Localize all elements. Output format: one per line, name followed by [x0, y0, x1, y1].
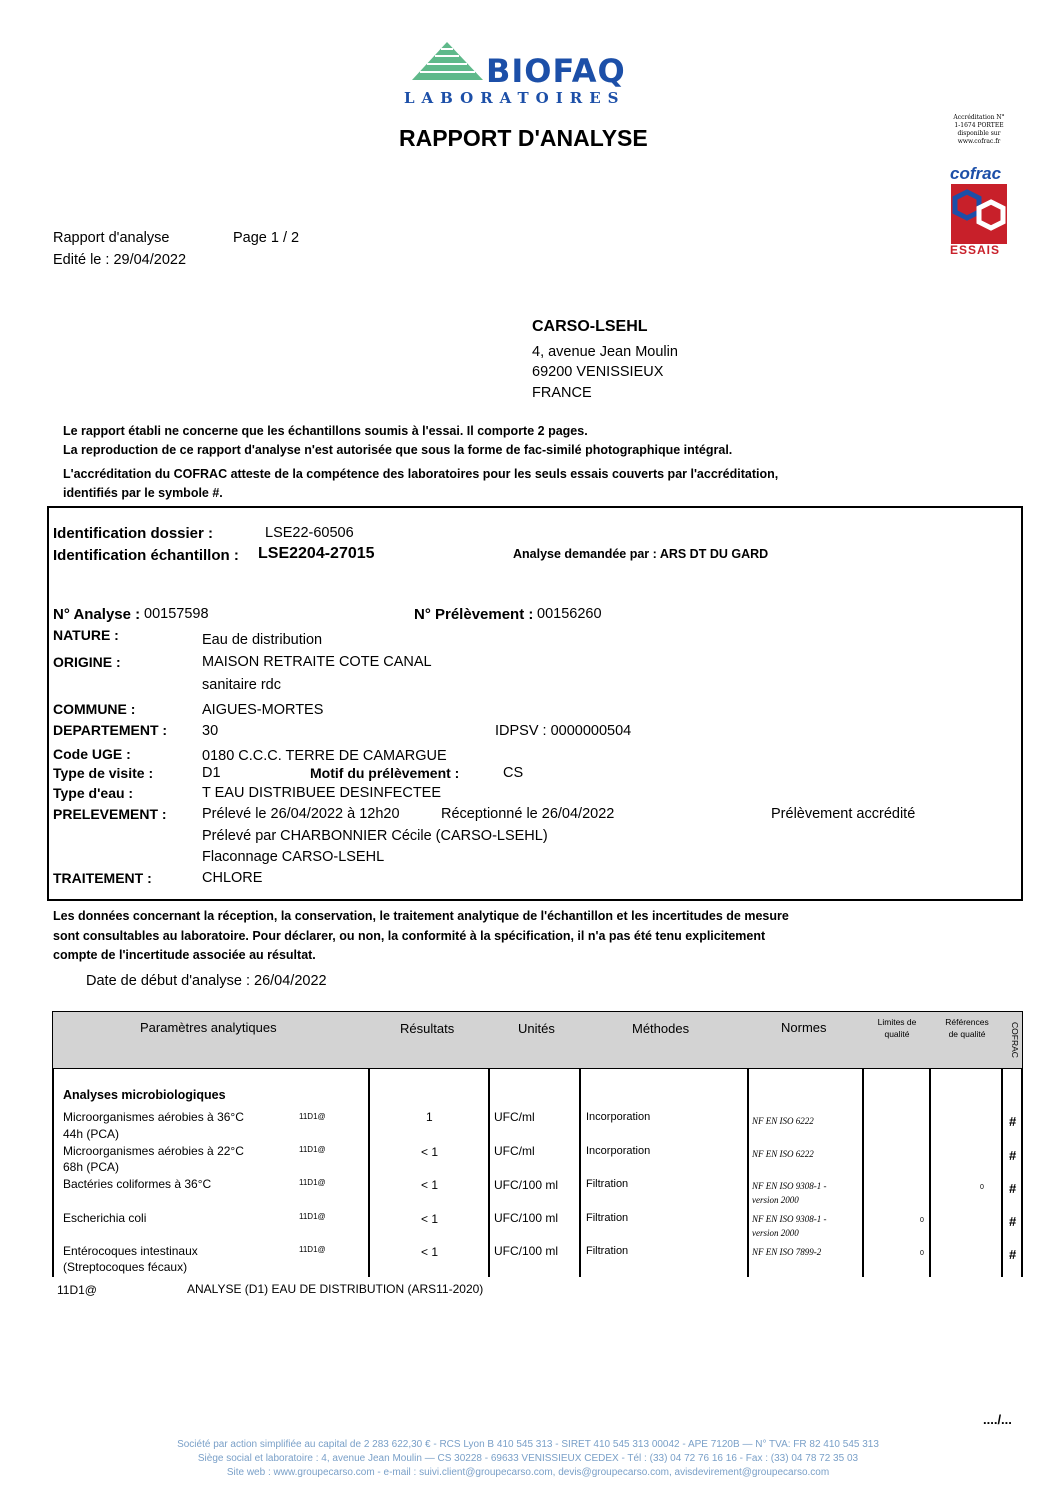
essais-label: ESSAIS	[950, 243, 1001, 257]
method: Filtration	[586, 1245, 629, 1257]
column-divider	[579, 1069, 581, 1277]
column-divider	[929, 1069, 931, 1277]
param-code: 11D1@	[299, 1112, 326, 1121]
norm-version: version 2000	[752, 1195, 799, 1205]
visite-label: Type de visite :	[53, 765, 154, 781]
commune-value: AIGUES-MORTES	[202, 702, 324, 718]
result-value: < 1	[421, 1212, 439, 1226]
footnote-text: ANALYSE (D1) EAU DE DISTRIBUTION (ARS11-2020)	[187, 1282, 484, 1296]
unit: UFC/ml	[494, 1144, 535, 1158]
header-result: Résultats	[400, 1021, 455, 1036]
method: Filtration	[586, 1212, 629, 1224]
analyse-number-value: 00157598	[144, 606, 209, 622]
unit: UFC/ml	[494, 1110, 535, 1124]
echantillon-value: LSE2204-27015	[258, 545, 375, 562]
header-unit: Unités	[518, 1021, 555, 1036]
unit: UFC/100 ml	[494, 1244, 559, 1258]
header-refs: Références de qualité	[945, 1017, 989, 1039]
param-detail: 68h (PCA)	[63, 1160, 120, 1174]
notice-line: La reproduction de ce rapport d'analyse n'est autorisée que sous la forme de fac-similé photographique intégral.	[63, 443, 733, 457]
result-value: 1	[426, 1110, 433, 1124]
reception-date: Réceptionné le 26/04/2022	[441, 806, 615, 822]
param-code: 11D1@	[299, 1245, 326, 1254]
footer-line: Site web : www.groupecarso.com - e-mail : suivi.client@groupecarso.com, devis@groupecarso.com, avisdevirement@groupecarso.com	[226, 1467, 830, 1478]
cofrac-logo-icon	[951, 184, 1007, 244]
analyse-number-label: N° Analyse :	[53, 606, 141, 623]
prelevement-number-value: 00156260	[537, 606, 602, 622]
header-limits: Limites de qualité	[877, 1017, 917, 1039]
param-name: Microorganismes aérobies à 36°C	[63, 1110, 244, 1124]
recipient-address-line1: 4, avenue Jean Moulin	[532, 344, 678, 360]
quality-reference: 0	[980, 1184, 984, 1191]
flaconnage: Flaconnage CARSO-LSEHL	[202, 849, 385, 865]
uge-value: 0180 C.C.C. TERRE DE CAMARGUE	[202, 748, 447, 764]
cofrac-mark: #	[1009, 1247, 1017, 1262]
method: Incorporation	[586, 1111, 651, 1123]
dossier-value: LSE22-60506	[265, 525, 354, 541]
departement-label: DEPARTEMENT :	[53, 722, 168, 738]
param-name: Bactéries coliformes à 36°C	[63, 1177, 212, 1191]
pyramid-logo-icon	[410, 40, 485, 84]
report-label: Rapport d'analyse	[53, 230, 170, 246]
header-method: Méthodes	[632, 1021, 690, 1036]
method: Filtration	[586, 1178, 629, 1190]
requested-by: Analyse demandée par : ARS DT DU GARD	[513, 547, 769, 561]
column-divider	[747, 1069, 749, 1277]
norm: NF EN ISO 6222	[752, 1116, 814, 1126]
footer-line: Siège social et laboratoire : 4, avenue Jean Moulin — CS 30228 - 69633 VENISSIEUX CEDEX - Tél : (33) 04 72 76 16 16 - Fax : (33) 04 78 72 35 03	[197, 1453, 859, 1464]
norm: NF EN ISO 7899-2	[752, 1247, 822, 1257]
analysis-start-date: Date de début d'analyse : 26/04/2022	[86, 973, 327, 989]
footer-line: Société par action simplifiée au capital de 2 283 622,30 € - RCS Lyon B 410 545 313 - SIRET 410 545 313 00042 - APE 7120B — N° TVA: FR 82 410 545 313	[177, 1439, 879, 1450]
header-param: Paramètres analytiques	[140, 1020, 277, 1035]
traitement-value: CHLORE	[202, 870, 263, 886]
notice-line: L'accréditation du COFRAC atteste de la compétence des laboratoires pour les seuls essais couverts par l'accréditation,	[63, 467, 779, 481]
visite-value: D1	[202, 765, 221, 781]
motif-label: Motif du prélèvement :	[310, 765, 460, 781]
column-divider	[368, 1069, 370, 1277]
param-name: Microorganismes aérobies à 22°C	[63, 1144, 244, 1158]
sampled-by: Prélevé par CHARBONNIER Cécile (CARSO-LSEHL)	[202, 828, 548, 844]
eau-label: Type d'eau :	[53, 785, 134, 801]
continuation-mark: ..../...	[983, 1412, 1012, 1427]
result-value: < 1	[421, 1178, 439, 1192]
cofrac-mark: #	[1009, 1114, 1017, 1129]
echantillon-label: Identification échantillon :	[53, 547, 239, 564]
cofrac-mark: #	[1009, 1214, 1017, 1229]
recipient-name: CARSO-LSEHL	[532, 318, 648, 335]
column-divider	[52, 1069, 54, 1277]
param-name: Entérocoques intestinaux	[63, 1244, 198, 1258]
traitement-label: TRAITEMENT :	[53, 870, 152, 886]
column-divider	[488, 1069, 490, 1277]
prelevement-date: Prélevé le 26/04/2022 à 12h20	[202, 806, 400, 822]
column-divider	[862, 1069, 864, 1277]
logo-subtitle: LABORATOIRES	[404, 89, 626, 107]
commune-label: COMMUNE :	[53, 701, 136, 717]
cofrac-label: cofrac	[950, 164, 1002, 183]
recipient-address-line3: FRANCE	[532, 385, 592, 401]
column-divider	[1001, 1069, 1003, 1277]
column-divider	[1021, 1069, 1023, 1277]
dossier-label: Identification dossier :	[53, 525, 214, 542]
recipient-address-line2: 69200 VENISSIEUX	[532, 364, 664, 380]
motif-value: CS	[503, 765, 524, 781]
unit: UFC/100 ml	[494, 1211, 559, 1225]
edit-date: Edité le : 29/04/2022	[53, 252, 187, 268]
data-notice-line: Les données concernant la réception, la conservation, le traitement analytique de l'échantillon et les incertitudes de mesure	[53, 909, 789, 923]
header-norm: Normes	[781, 1020, 827, 1035]
notice-line: Le rapport établi ne concerne que les échantillons soumis à l'essai. Il comporte 2 pages.	[63, 424, 588, 438]
results-table	[52, 1011, 1023, 1277]
quality-limit: 0	[920, 1217, 924, 1224]
prelevement-number-label: N° Prélèvement :	[414, 606, 534, 623]
prelevement-label: PRELEVEMENT :	[53, 806, 167, 822]
result-value: < 1	[421, 1245, 439, 1259]
cofrac-mark: #	[1009, 1181, 1017, 1196]
page-number: Page 1 / 2	[233, 230, 300, 246]
data-notice-line: sont consultables au laboratoire. Pour déclarer, ou non, la conformité à la spécification, il n'a pas été tenu explicitement	[53, 929, 766, 943]
origine-value: MAISON RETRAITE COTE CANAL	[202, 654, 432, 670]
param-code: 11D1@	[299, 1145, 326, 1154]
origine-label: ORIGINE :	[53, 654, 121, 670]
param-code: 11D1@	[299, 1212, 326, 1221]
quality-limit: 0	[920, 1250, 924, 1257]
nature-label: NATURE :	[53, 627, 119, 643]
param-detail: 44h (PCA)	[63, 1127, 120, 1141]
result-value: < 1	[421, 1145, 439, 1159]
uge-label: Code UGE :	[53, 746, 131, 762]
param-code: 11D1@	[299, 1178, 326, 1187]
accredited-status: Prélèvement accrédité	[771, 806, 916, 822]
nature-value: Eau de distribution	[202, 632, 323, 648]
norm: NF EN ISO 9308-1 -	[752, 1214, 827, 1224]
unit: UFC/100 ml	[494, 1178, 559, 1192]
origine-detail: sanitaire rdc	[202, 677, 281, 693]
method: Incorporation	[586, 1145, 651, 1157]
idpsv: IDPSV : 0000000504	[495, 723, 632, 739]
accreditation-text: Accréditation N° 1-1674 PORTEE disponible sur www.cofrac.fr	[953, 114, 1005, 145]
footnote-code: 11D1@	[57, 1283, 97, 1297]
eau-value: T EAU DISTRIBUEE DESINFECTEE	[202, 785, 442, 801]
page-title: RAPPORT D'ANALYSE	[399, 125, 648, 151]
norm: NF EN ISO 6222	[752, 1149, 814, 1159]
logo-name: BIOFAQ	[486, 52, 626, 90]
data-notice-line: compte de l'incertitude associée au résultat.	[53, 948, 316, 962]
param-name: Escherichia coli	[63, 1211, 147, 1225]
norm-version: version 2000	[752, 1228, 799, 1238]
header-cofrac: COFRAC	[1010, 1022, 1020, 1058]
section-title: Analyses microbiologiques	[63, 1088, 226, 1102]
notice-line: identifiés par le symbole #.	[63, 486, 223, 500]
param-detail: (Streptocoques fécaux)	[63, 1260, 188, 1274]
norm: NF EN ISO 9308-1 -	[752, 1181, 827, 1191]
departement-value: 30	[202, 723, 219, 739]
cofrac-mark: #	[1009, 1148, 1017, 1163]
